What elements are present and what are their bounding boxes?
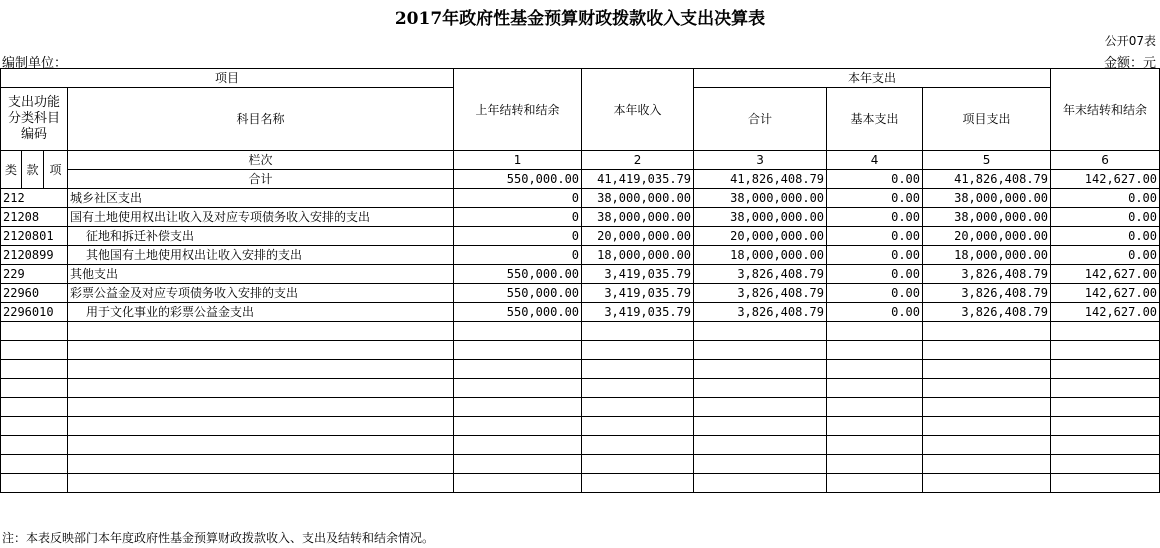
- total-row: [1, 170, 1160, 189]
- empty-row: [1, 322, 1160, 341]
- row-end: 0.00: [1051, 246, 1160, 265]
- total-end: 142,627.00: [1051, 170, 1160, 189]
- compiling-unit-label: 编制单位：: [2, 56, 68, 71]
- row-income: 38,000,000.00: [582, 208, 694, 227]
- row-project: 20,000,000.00: [923, 227, 1051, 246]
- empty-row: [1, 341, 1160, 360]
- amount-unit-label: 金额：元: [1103, 56, 1156, 71]
- empty-row: [1, 360, 1160, 379]
- row-project: 38,000,000.00: [923, 189, 1051, 208]
- table-row: [1, 284, 1160, 303]
- row-project: 3,826,408.79: [923, 265, 1051, 284]
- row-name: 征地和拆迁补偿支出: [68, 227, 454, 246]
- row-basic: 0.00: [827, 208, 923, 227]
- row-income: 3,419,035.79: [582, 265, 694, 284]
- table-row: [1, 246, 1160, 265]
- row-income: 20,000,000.00: [582, 227, 694, 246]
- empty-row: [1, 417, 1160, 436]
- table-row: [1, 208, 1160, 227]
- row-end: 0.00: [1051, 189, 1160, 208]
- row-project: 38,000,000.00: [923, 208, 1051, 227]
- row-income: 3,419,035.79: [582, 303, 694, 322]
- row-end: 142,627.00: [1051, 284, 1160, 303]
- row-end: 0.00: [1051, 208, 1160, 227]
- row-code: 2296010: [1, 303, 68, 322]
- empty-row: [1, 436, 1160, 455]
- row-name: 彩票公益金及对应专项债务收入安排的支出: [68, 284, 454, 303]
- row-prev: 550,000.00: [454, 265, 582, 284]
- header-expense-group: 本年支出: [694, 69, 1051, 88]
- row-basic: 0.00: [827, 265, 923, 284]
- row-prev: 550,000.00: [454, 303, 582, 322]
- row-income: 38,000,000.00: [582, 189, 694, 208]
- row-code: 229: [1, 265, 68, 284]
- row-code: 2120899: [1, 246, 68, 265]
- col-number-4: 4: [827, 151, 923, 170]
- col-number-2: 2: [582, 151, 694, 170]
- row-end: 142,627.00: [1051, 265, 1160, 284]
- header-subject-name: 科目名称: [68, 88, 454, 151]
- total-label: 合计: [68, 170, 454, 189]
- row-code: 212: [1, 189, 68, 208]
- empty-row: [1, 455, 1160, 474]
- row-total: 3,826,408.79: [694, 284, 827, 303]
- row-prev: 0: [454, 227, 582, 246]
- empty-row: [1, 379, 1160, 398]
- table-note: 注：本表反映部门本年度政府性基金预算财政拨款收入、支出及结转和结余情况。: [2, 531, 435, 545]
- header-project: 项目: [1, 69, 454, 88]
- table-title: 2017年政府性基金预算财政拨款收入支出决算表: [394, 9, 766, 29]
- budget-table: [0, 68, 1160, 493]
- row-name: 其他支出: [68, 265, 454, 284]
- table-row: [1, 265, 1160, 284]
- row-basic: 0.00: [827, 284, 923, 303]
- header-project-exp: 项目支出: [923, 88, 1051, 151]
- row-code: 21208: [1, 208, 68, 227]
- row-total: 3,826,408.79: [694, 265, 827, 284]
- column-label: 栏次: [68, 151, 454, 170]
- table-row: [1, 227, 1160, 246]
- row-end: 0.00: [1051, 227, 1160, 246]
- row-code: 22960: [1, 284, 68, 303]
- table-row: [1, 303, 1160, 322]
- header-lei: 类: [1, 151, 22, 189]
- table-code: 公开07表: [1104, 34, 1156, 48]
- col-number-1: 1: [454, 151, 582, 170]
- row-prev: 0: [454, 189, 582, 208]
- row-end: 142,627.00: [1051, 303, 1160, 322]
- row-basic: 0.00: [827, 303, 923, 322]
- unit-row: [0, 51, 1160, 71]
- row-income: 3,419,035.79: [582, 284, 694, 303]
- col-number-6: 6: [1051, 151, 1160, 170]
- row-basic: 0.00: [827, 189, 923, 208]
- empty-row: [1, 398, 1160, 417]
- row-project: 3,826,408.79: [923, 303, 1051, 322]
- row-total: 38,000,000.00: [694, 208, 827, 227]
- col-number-3: 3: [694, 151, 827, 170]
- total-basic: 0.00: [827, 170, 923, 189]
- total-income: 41,419,035.79: [582, 170, 694, 189]
- total-total: 41,826,408.79: [694, 170, 827, 189]
- row-total: 3,826,408.79: [694, 303, 827, 322]
- header-prev-balance: 上年结转和结余: [454, 69, 582, 151]
- total-prev: 550,000.00: [454, 170, 582, 189]
- row-prev: 0: [454, 208, 582, 227]
- row-project: 3,826,408.79: [923, 284, 1051, 303]
- header-kuan: 款: [22, 151, 44, 189]
- row-prev: 0: [454, 246, 582, 265]
- row-code: 2120801: [1, 227, 68, 246]
- header-total: 合计: [694, 88, 827, 151]
- header-xiang: 项: [44, 151, 68, 189]
- row-name: 城乡社区支出: [68, 189, 454, 208]
- row-basic: 0.00: [827, 227, 923, 246]
- table-row: [1, 189, 1160, 208]
- row-income: 18,000,000.00: [582, 246, 694, 265]
- row-total: 20,000,000.00: [694, 227, 827, 246]
- row-name: 其他国有土地使用权出让收入安排的支出: [68, 246, 454, 265]
- row-prev: 550,000.00: [454, 284, 582, 303]
- row-name: 用于文化事业的彩票公益金支出: [68, 303, 454, 322]
- row-total: 38,000,000.00: [694, 189, 827, 208]
- col-number-5: 5: [923, 151, 1051, 170]
- row-project: 18,000,000.00: [923, 246, 1051, 265]
- empty-row: [1, 474, 1160, 493]
- header-end-balance: 年末结转和结余: [1051, 69, 1160, 151]
- total-project: 41,826,408.79: [923, 170, 1051, 189]
- header-func-code: 支出功能分类科目编码: [1, 88, 68, 151]
- header-basic: 基本支出: [827, 88, 923, 151]
- header-income: 本年收入: [582, 69, 694, 151]
- row-name: 国有土地使用权出让收入及对应专项债务收入安排的支出: [68, 208, 454, 227]
- row-total: 18,000,000.00: [694, 246, 827, 265]
- row-basic: 0.00: [827, 246, 923, 265]
